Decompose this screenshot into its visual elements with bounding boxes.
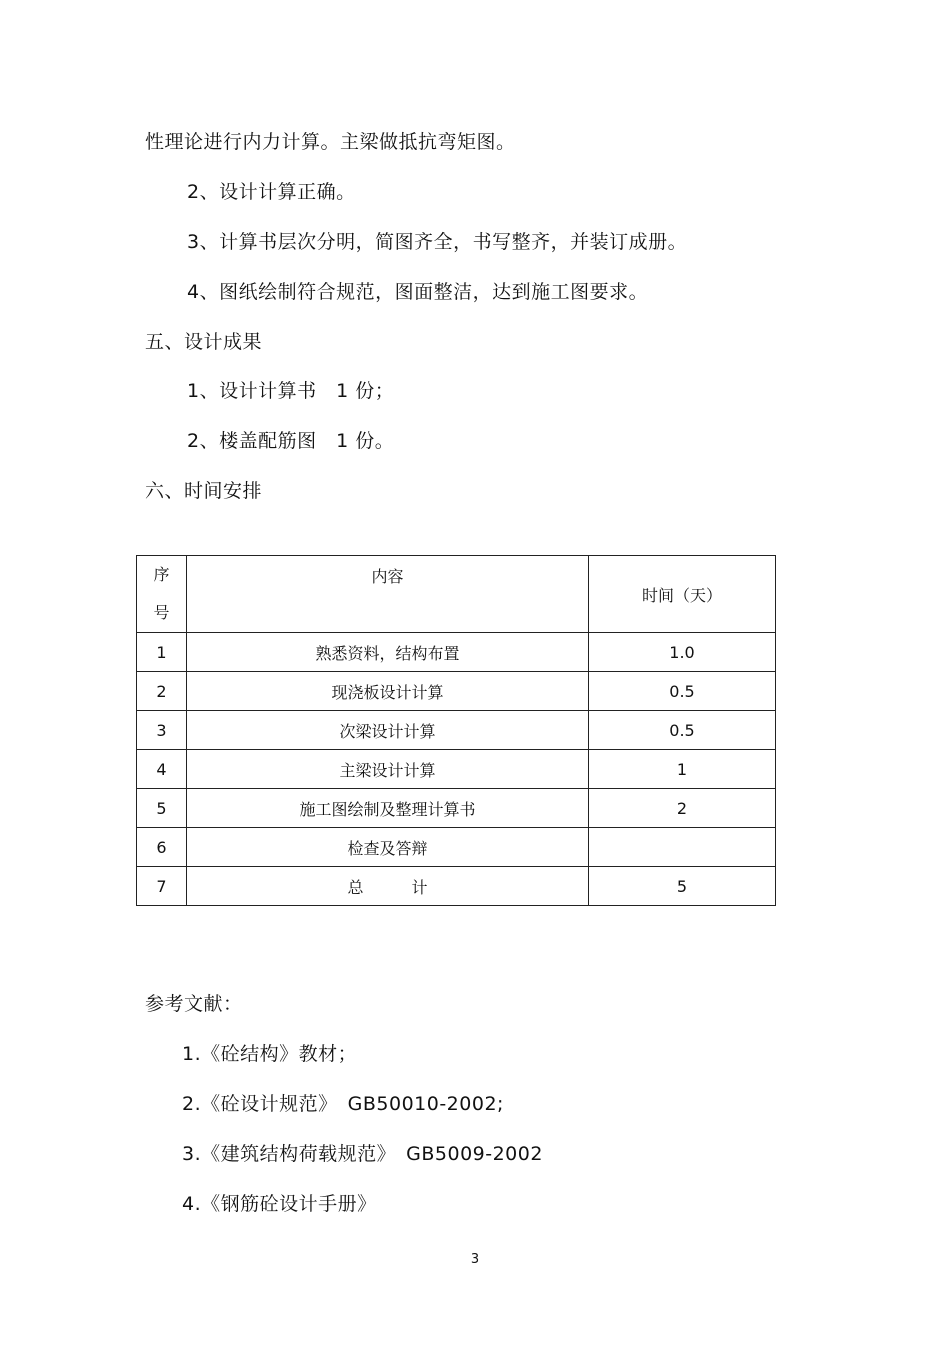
table-row bbox=[137, 711, 776, 750]
references-heading: 参考文献： bbox=[145, 993, 243, 1015]
row-seq: 6 bbox=[137, 828, 187, 867]
row-seq: 5 bbox=[137, 789, 187, 828]
row-time: 1 bbox=[589, 750, 776, 789]
header-content bbox=[187, 556, 589, 633]
reference-item: 3.《建筑结构荷载规范》 GB5009-2002 bbox=[182, 1143, 543, 1165]
reference-item: 2.《砼设计规范》 GB50010-2002; bbox=[182, 1093, 504, 1115]
requirement-2: 2、设计计算正确。 bbox=[187, 181, 356, 203]
result-item-1: 1、设计计算书 1 份； bbox=[187, 380, 395, 402]
requirement-4: 4、图纸绘制符合规范，图面整洁，达到施工图要求。 bbox=[187, 281, 649, 303]
row-content: 熟悉资料，结构布置 bbox=[187, 633, 589, 672]
row-content: 总 计 bbox=[187, 867, 589, 906]
table-row bbox=[137, 789, 776, 828]
row-content: 检查及答辩 bbox=[187, 828, 589, 867]
row-seq: 1 bbox=[137, 633, 187, 672]
row-content: 主梁设计计算 bbox=[187, 750, 589, 789]
row-seq: 7 bbox=[137, 867, 187, 906]
table-row-total bbox=[137, 867, 776, 906]
row-time: 1.0 bbox=[589, 633, 776, 672]
table-row bbox=[137, 633, 776, 672]
section-heading-results: 五、设计成果 bbox=[145, 331, 263, 353]
requirement-3: 3、计算书层次分明，简图齐全，书写整齐，并装订成册。 bbox=[187, 231, 688, 253]
table-row bbox=[137, 828, 776, 867]
row-content: 次梁设计计算 bbox=[187, 711, 589, 750]
header-seq-line1: 序 bbox=[153, 565, 170, 584]
reference-item: 1.《砼结构》教材； bbox=[182, 1043, 358, 1065]
row-seq: 2 bbox=[137, 672, 187, 711]
row-content: 现浇板设计计算 bbox=[187, 672, 589, 711]
result-item-2: 2、楼盖配筋图 1 份。 bbox=[187, 430, 395, 452]
row-time: 0.5 bbox=[589, 711, 776, 750]
row-seq: 4 bbox=[137, 750, 187, 789]
row-time: 5 bbox=[589, 867, 776, 906]
row-time: 0.5 bbox=[589, 672, 776, 711]
header-content-label: 内容 bbox=[371, 567, 404, 586]
table-row bbox=[137, 750, 776, 789]
row-time: 2 bbox=[589, 789, 776, 828]
schedule-table bbox=[136, 555, 776, 906]
table-header-row bbox=[137, 556, 776, 633]
row-content: 施工图绘制及整理计算书 bbox=[187, 789, 589, 828]
header-seq-line2: 号 bbox=[153, 603, 170, 622]
table-row bbox=[137, 672, 776, 711]
page-number: 3 bbox=[470, 1252, 480, 1267]
reference-item: 4.《钢筋砼设计手册》 bbox=[182, 1193, 377, 1215]
header-time: 时间（天） bbox=[589, 556, 776, 633]
row-seq: 3 bbox=[137, 711, 187, 750]
paragraph-continuation: 性理论进行内力计算。主梁做抵抗弯矩图。 bbox=[145, 131, 516, 153]
row-time bbox=[589, 828, 776, 867]
header-seq bbox=[137, 556, 187, 633]
section-heading-schedule: 六、时间安排 bbox=[145, 480, 263, 502]
